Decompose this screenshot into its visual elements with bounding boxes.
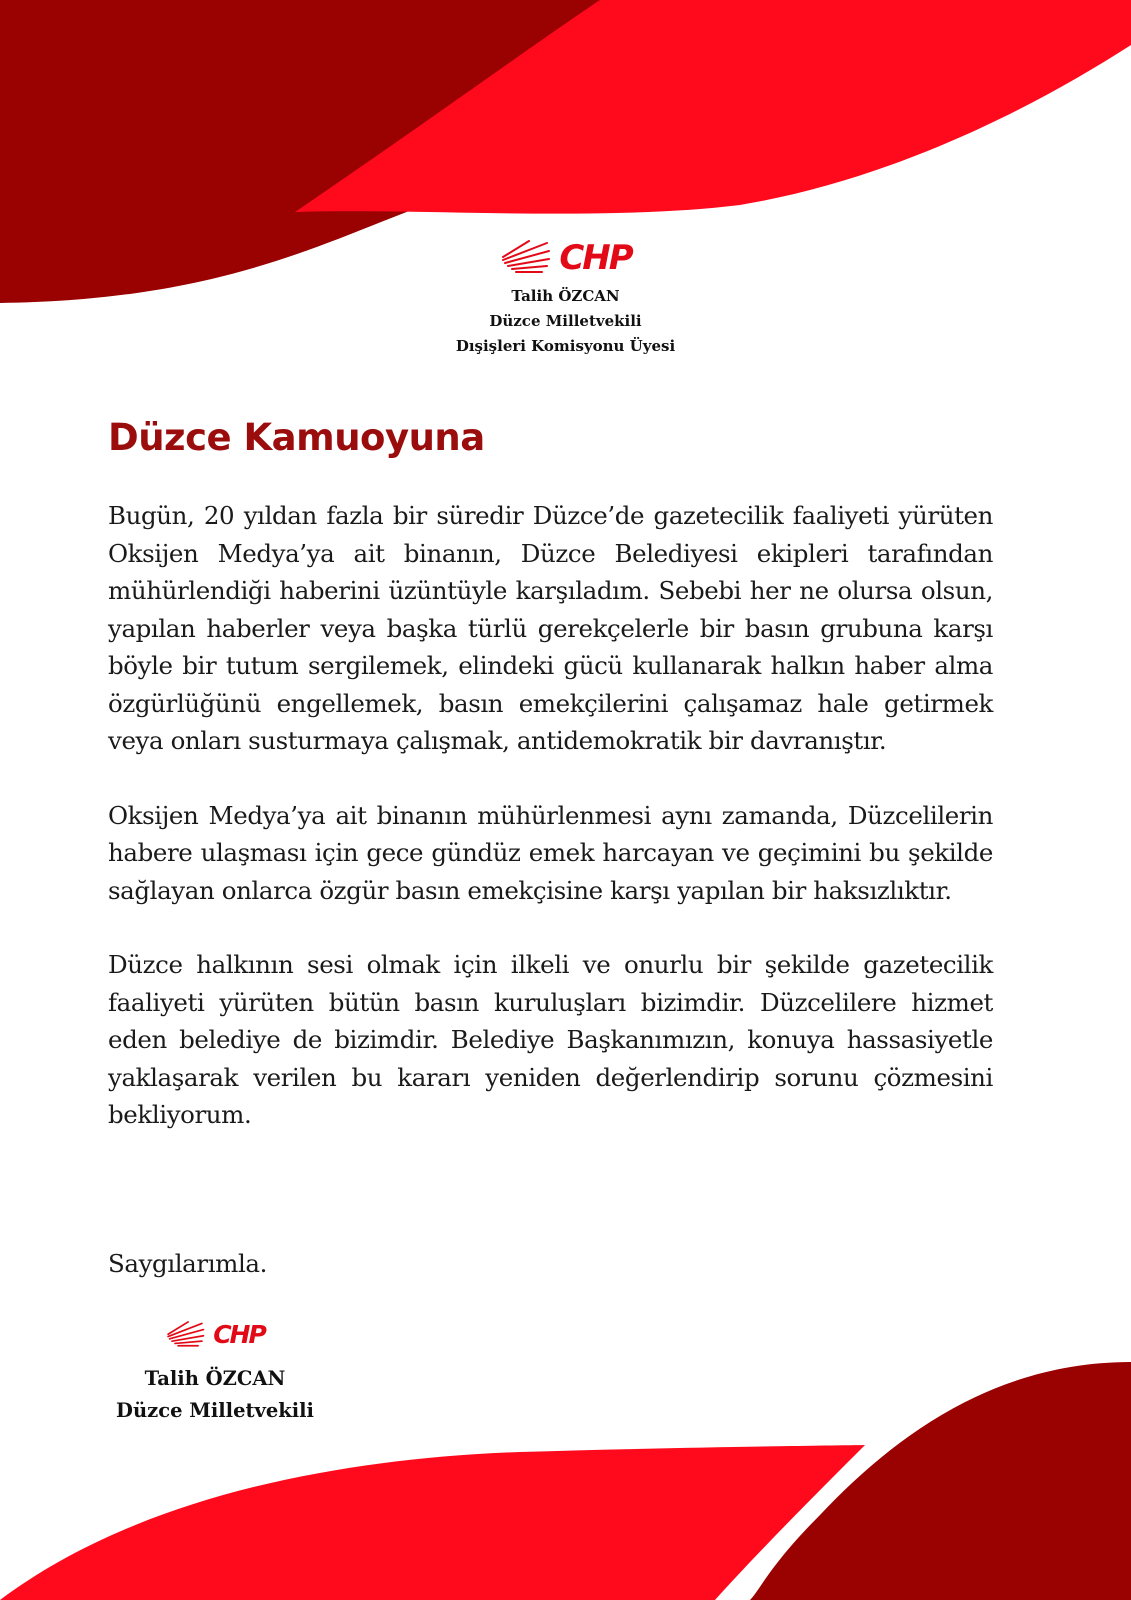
signature-role: Düzce Milletvekili (116, 1398, 314, 1422)
paragraph-1: Bugün, 20 yıldan fazla bir süredir Düzce’de gazetecilik faaliyeti yürüten Oksijen Medya’ya ait binanın, Düzce Belediyesi ekipleri tarafından mühürlendiği haberini üzüntüyle karşıladım. Sebebi her ne olursa olsun, yapılan haberler veya başka türlü gerekçelerle bir basın grubuna karşı böyle bir tutum sergilemek, elindeki gücü kullanarak halkın haber alma özgürlüğünü engellemek, basın emekçilerini çalışamaz hale getirmek veya onları susturmaya çalışmak, antidemokratik bir davranıştır. (108, 501, 993, 755)
chp-six-arrows-icon (165, 1321, 205, 1349)
paragraph-2: Oksijen Medya’ya ait binanın mühürlenmesi aynı zamanda, Düzcelilerin habere ulaşması için gece gündüz emek harcayan ve geçimini bu şekilde sağlayan onlarca özgür basın emekçisine karşı yapılan bir haksızlıktır. (108, 800, 993, 905)
author-committee: Dışişleri Komisyonu Üyesi (455, 337, 676, 355)
signature-logo-text: CHP (213, 1320, 265, 1349)
chp-logo (499, 238, 631, 278)
letter-body (108, 497, 993, 1171)
signature-chp-logo (165, 1320, 265, 1349)
author-role: Düzce Milletvekili (489, 312, 642, 330)
document-title: Düzce Kamuoyuna (108, 416, 485, 459)
author-name: Talih ÖZCAN (511, 287, 620, 305)
chp-six-arrows-icon (499, 240, 551, 276)
letterhead (0, 238, 1131, 359)
signature-name: Talih ÖZCAN (144, 1366, 286, 1390)
chp-logo-text: CHP (559, 238, 632, 278)
closing-line: Saygılarımla. (108, 1249, 268, 1278)
signature-block (105, 1320, 325, 1427)
paragraph-3: Düzce halkının sesi olmak için ilkeli ve onurlu bir şekilde gazetecilik faaliyeti yürüten bütün basın kuruluşları bizimdir. Düzcelilere hizmet eden belediye de bizimdir. Belediye Başkanımızın, konuya hassasiyetle yaklaşarak verilen bu kararı yeniden değerlendirip sorunu çözmesini bekliyorum. (108, 950, 993, 1129)
